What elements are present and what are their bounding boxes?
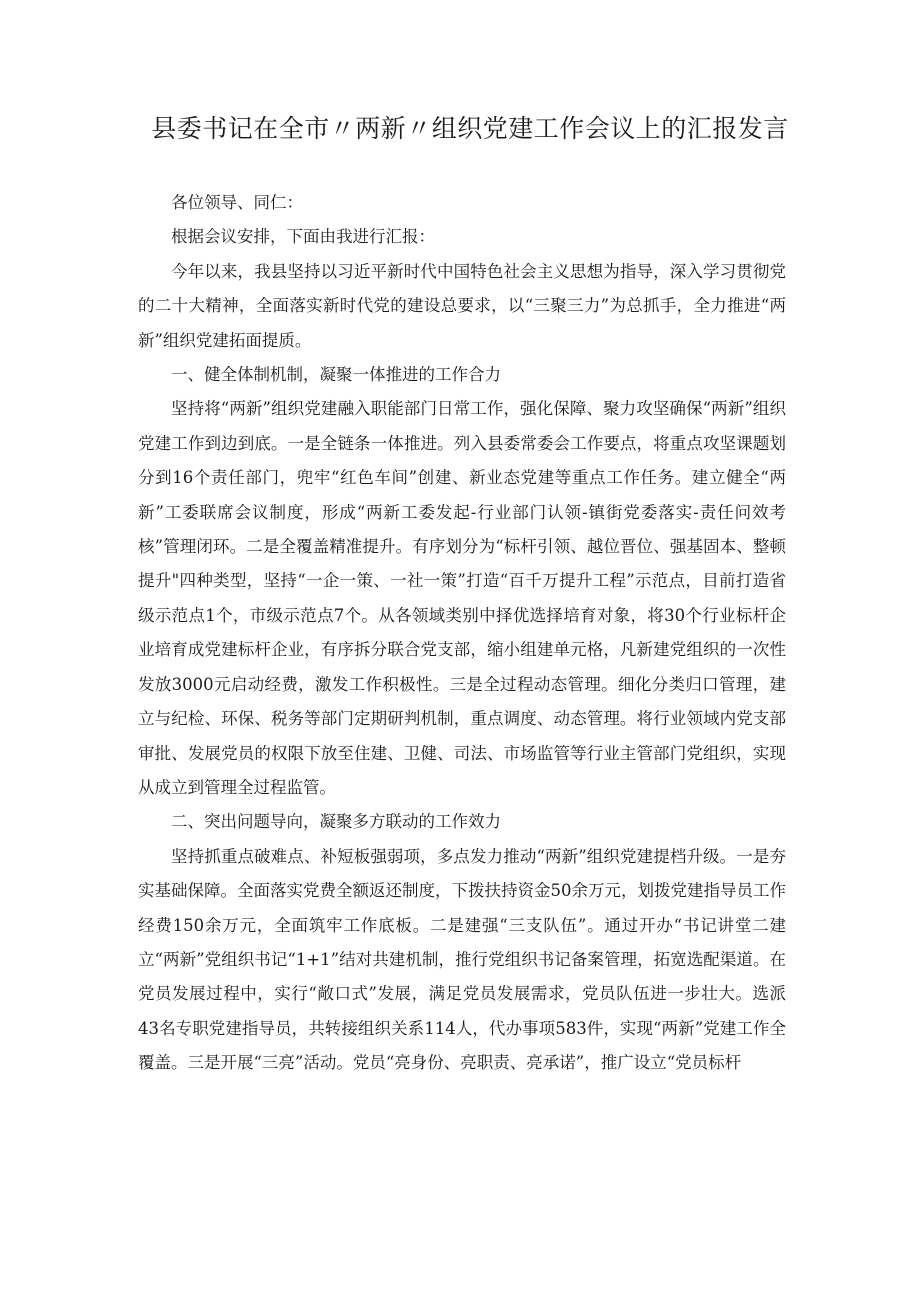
section-heading-2: 二、突出问题导向，凝聚多方联动的工作效力 [171, 812, 501, 832]
section-heading-1: 一、健全体制机制，凝聚一体推进的工作合力 [171, 365, 501, 385]
section-1-paragraph: 坚持将“两新”组织党建融入职能部门日常工作，强化保障、聚力攻坚确保“两新”组织党建工作到边到底。一是全链条一体推进。列入县委常委会工作要点，将重点攻坚课题划分到16个责任部门，兜牢“红色车间”创建、新业态党建等重点工作任务。建立健全“两新”工委联席会议制度，形成“两新工委发起-行业部门认领-镇街党委落实-责任问效考核”管理闭环。二是全覆盖精准提升。有序划分为“标杆引领、越位晋位、强基固本、整顿提升"四种类型，坚持“一企一策、一社一策”打造“百千万提升工程”示范点，目前打造省级示范点1个，市级示范点7个。从各领域类别中择优选择培育对象，将30个行业标杆企业培育成党建标杆企业，有序拆分联合党支部，缩小组建单元格，凡新建党组织的一次性发放3000元启动经费，激发工作积极性。三是全过程动态管理。细化分类归口管理，建立与纪检、环保、税务等部门定期研判机制，重点调度、动态管理。将行业领域内党支部审批、发展党员的权限下放至住建、卫健、司法、市场监管等行业主管部门党组织，实现从成立到管理全过程监管。 [138, 399, 786, 797]
salutation: 各位领导、同仁： [171, 193, 303, 212]
section-2-paragraph: 坚持抓重点破难点、补短板强弱项，多点发力推动“两新”组织党建提档升级。一是夯实基础保障。全面落实党费全额返还制度，下拨扶持资金50余万元，划拨党建指导员工作经费150余万元，全面筑牢工作底板。二是建强“三支队伍”。通过开办“书记讲堂二建立“两新”党组织书记“1+1”结对共建机制，推行党组织书记备案管理，拓宽选配渠道。在党员发展过程中，实行“敞口式”发展，满足党员发展需求，党员队伍进一步壮大。选派43名专职党建指导员，共转接组织关系114人，代办事项583件，实现“两新”党建工作全覆盖。三是开展“三亮”活动。党员“亮身份、亮职责、亮承诺”，推广设立“党员标杆 [138, 846, 786, 1073]
document-body [138, 186, 786, 1081]
document-title: 县委书记在全市〃两新〃组织党建工作会议上的汇报发言 [151, 114, 789, 143]
overview-paragraph: 今年以来，我县坚持以习近平新时代中国特色社会主义思想为指导，深入学习贯彻党的二十大精神，全面落实新时代党的建设总要求，以“三聚三力”为总抓手，全力推进“两新”组织党建拓面提质。 [138, 261, 786, 350]
intro-paragraph: 根据会议安排，下面由我进行汇报： [171, 227, 435, 247]
